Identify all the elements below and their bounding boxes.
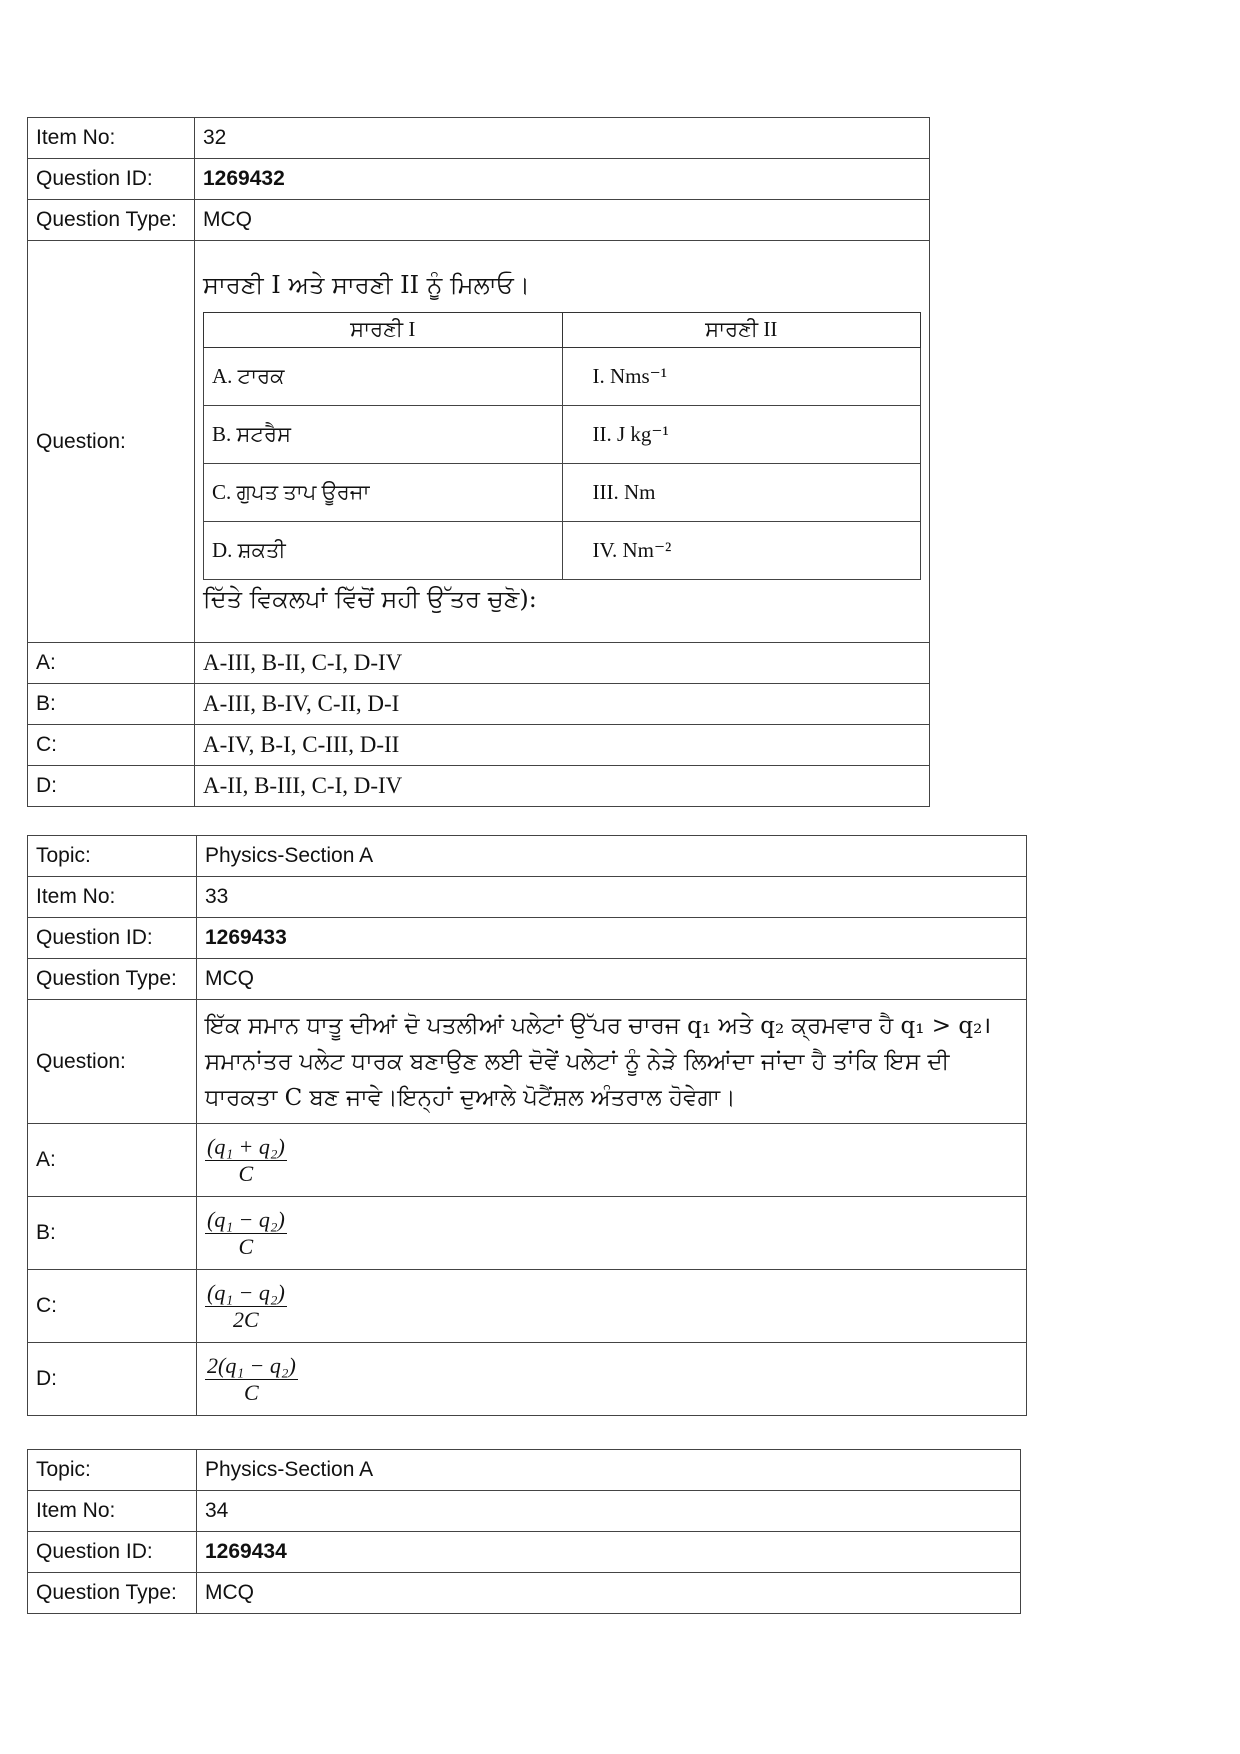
question-type-value: MCQ: [197, 959, 1027, 1000]
option-d-label: D:: [28, 1343, 197, 1416]
question-id-row: [28, 918, 1027, 959]
option-c-value: [197, 1270, 1027, 1343]
option-a-label: A:: [28, 643, 195, 684]
match-row: [204, 463, 921, 521]
topic-row: [28, 1450, 1021, 1491]
question-type-value: MCQ: [197, 1573, 1021, 1614]
question-type-label: Question Type:: [28, 959, 197, 1000]
fraction-numerator: 2(q₁ − q₂): [207, 1352, 296, 1378]
question-row: [28, 241, 930, 643]
question-body: [197, 1000, 1027, 1124]
question-id-label: Question ID:: [28, 1532, 197, 1573]
question-id-label: Question ID:: [28, 918, 197, 959]
option-d-row: [28, 766, 930, 807]
question-type-row: [28, 1573, 1021, 1614]
item-no-label: Item No:: [28, 118, 195, 159]
topic-label: Topic:: [28, 1450, 197, 1491]
fraction-denominator: 2C: [233, 1306, 259, 1332]
option-d-value: A-II, B-III, C-I, D-IV: [195, 766, 930, 807]
question-32-table: [27, 117, 930, 807]
fraction-numerator: (q₁ − q₂): [207, 1206, 285, 1232]
question-33-table: [27, 835, 1027, 1416]
option-c-label: C:: [28, 725, 195, 766]
item-no-value: 32: [195, 118, 930, 159]
fraction-denominator: C: [238, 1233, 254, 1259]
option-d-label: D:: [28, 766, 195, 807]
question-id-value: 1269433: [197, 918, 1027, 959]
question-id-label: Question ID:: [28, 159, 195, 200]
fraction-denominator: C: [238, 1160, 254, 1186]
item-no-label: Item No:: [28, 1491, 197, 1532]
option-b-value: A-III, B-IV, C-II, D-I: [195, 684, 930, 725]
option-b-value: [197, 1197, 1027, 1270]
question-label: Question:: [28, 1000, 197, 1124]
question-intro: ਸਾਰਣੀ I ਅਤੇ ਸਾਰਣੀ II ਨੂੰ ਮਿਲਾਓ।: [203, 270, 530, 299]
option-c-label: C:: [28, 1270, 197, 1343]
option-b-row: [28, 1197, 1027, 1270]
option-c-value: A-IV, B-I, C-III, D-II: [195, 725, 930, 766]
topic-value: Physics-Section A: [197, 1450, 1021, 1491]
question-id-row: [28, 1532, 1021, 1573]
item-no-row: [28, 1491, 1021, 1532]
fraction: [205, 1207, 287, 1260]
item-no-label: Item No:: [28, 877, 197, 918]
option-a-value: A-III, B-II, C-I, D-IV: [195, 643, 930, 684]
fraction-numerator: (q₁ − q₂): [207, 1279, 285, 1305]
fraction: [205, 1280, 287, 1333]
question-line: ਸਮਾਨਾਂਤਰ ਪਲੇਟ ਧਾਰਕ ਬਣਾਉਣ ਲਈ ਦੋਵੇਂ ਪਲੇਟਾਂ ਨੂੰ ਨੇੜੇ ਲਿਆਂਦਾ ਜਾਂਦਾ ਹੈ ਤਾਂਕਿ ਇਸ ਦੀ: [205, 1048, 950, 1075]
match-right-cell: IV. Nm⁻²: [562, 521, 921, 579]
question-line: ਧਾਰਕਤਾ C ਬਣ ਜਾਵੇ।ਇਨ੍ਹਾਂ ਦੁਆਲੇ ਪੋਟੈਂਸ਼ਲ ਅੰਤਰਾਲ ਹੋਵੇਗਾ।: [205, 1084, 736, 1111]
fraction: [205, 1353, 298, 1406]
match-left-cell: A. ਟਾਰਕ: [204, 347, 563, 405]
match-table: [203, 312, 921, 580]
option-b-label: B:: [28, 1197, 197, 1270]
option-c-row: [28, 725, 930, 766]
match-left-cell: C. ਗੁਪਤ ਤਾਪ ਊਰਜਾ: [204, 463, 563, 521]
match-table-header: [204, 312, 921, 347]
option-a-value: [197, 1124, 1027, 1197]
question-34-table: [27, 1449, 1021, 1614]
match-row: [204, 347, 921, 405]
topic-row: [28, 836, 1027, 877]
question-type-label: Question Type:: [28, 1573, 197, 1614]
option-a-row: [28, 1124, 1027, 1197]
option-b-label: B:: [28, 684, 195, 725]
question-id-value: 1269432: [195, 159, 930, 200]
option-a-label: A:: [28, 1124, 197, 1197]
question-id-value: 1269434: [197, 1532, 1021, 1573]
question-type-row: [28, 200, 930, 241]
option-c-row: [28, 1270, 1027, 1343]
question-row: [28, 1000, 1027, 1124]
topic-label: Topic:: [28, 836, 197, 877]
fraction-denominator: C: [244, 1379, 259, 1405]
option-a-row: [28, 643, 930, 684]
question-type-row: [28, 959, 1027, 1000]
item-no-value: 34: [197, 1491, 1021, 1532]
question-footer: ਦਿੱਤੇ ਵਿਕਲਪਾਂ ਵਿੱਚੋਂ ਸਹੀ ਉੱਤਰ ਚੁਣੋ):: [203, 584, 537, 613]
item-no-row: [28, 118, 930, 159]
option-b-row: [28, 684, 930, 725]
match-right-cell: III. Nm: [562, 463, 921, 521]
option-d-row: [28, 1343, 1027, 1416]
match-right-cell: II. J kg⁻¹: [562, 405, 921, 463]
topic-value: Physics-Section A: [197, 836, 1027, 877]
item-no-row: [28, 877, 1027, 918]
question-type-value: MCQ: [195, 200, 930, 241]
question-type-label: Question Type:: [28, 200, 195, 241]
match-header-left: ਸਾਰਣੀ I: [204, 312, 563, 347]
question-line: ਇੱਕ ਸਮਾਨ ਧਾਤੂ ਦੀਆਂ ਦੋ ਪਤਲੀਆਂ ਪਲੇਟਾਂ ਉੱਪਰ ਚਾਰਜ q₁ ਅਤੇ q₂ ਕ੍ਰਮਵਾਰ ਹੈ q₁ > q₂।: [205, 1012, 992, 1039]
fraction: [205, 1134, 287, 1187]
match-right-cell: I. Nms⁻¹: [562, 347, 921, 405]
item-no-value: 33: [197, 877, 1027, 918]
question-body: [195, 241, 930, 643]
fraction-numerator: (q₁ + q₂): [207, 1133, 285, 1159]
option-d-value: [197, 1343, 1027, 1416]
match-left-cell: B. ਸਟਰੈਸ: [204, 405, 563, 463]
match-row: [204, 521, 921, 579]
match-header-right: ਸਾਰਣੀ II: [562, 312, 921, 347]
question-label: Question:: [28, 241, 195, 643]
match-left-cell: D. ਸ਼ਕਤੀ: [204, 521, 563, 579]
question-id-row: [28, 159, 930, 200]
match-row: [204, 405, 921, 463]
